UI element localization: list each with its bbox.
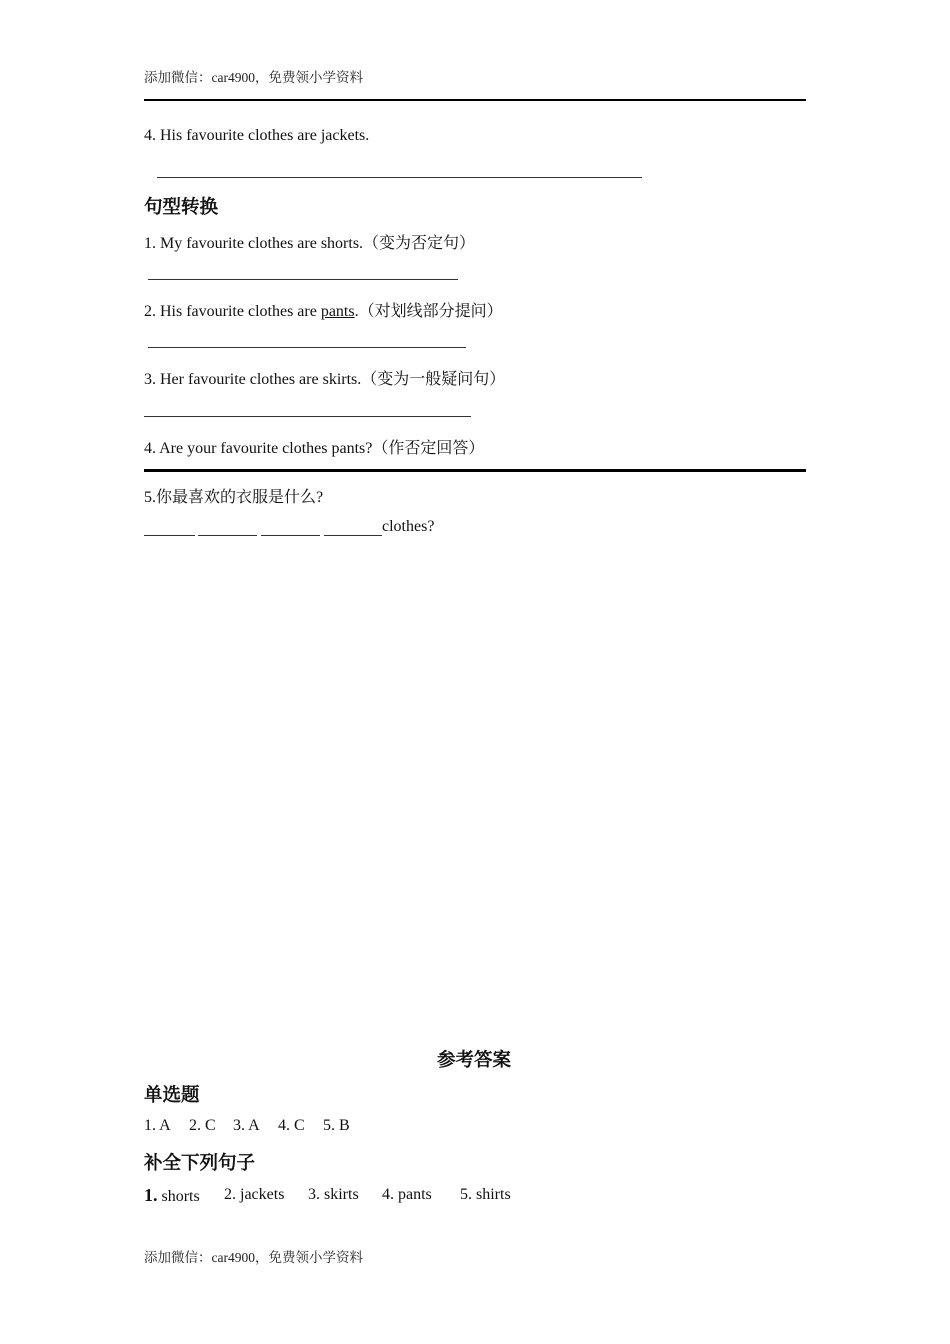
answer-item [144,1185,200,1206]
transform-question-1: 1. My favourite clothes are shorts.（变为否定句） [144,235,476,252]
answer-blank [324,535,382,536]
question-4-jackets: 4. His favourite clothes are jackets. [144,127,370,144]
transform-question-4: 4. Are your favourite clothes pants?（作否定回答） [144,440,485,457]
header-divider [144,99,806,101]
answer-number: 1. [144,1185,158,1205]
answer-item: 5. B [323,1117,350,1134]
answer-blank [198,535,257,536]
section-heading-complete-sentences: 补全下列句子 [144,1153,256,1174]
page-footer: 添加微信：car4900，免费领小学资料 [144,1250,363,1265]
answer-word: shorts [161,1188,200,1205]
answer-blank [148,347,466,348]
underlined-word: pants [320,303,355,320]
answer-blank [261,535,320,536]
answers-title: 参考答案 [437,1050,512,1071]
transform-question-5: 5.你最喜欢的衣服是什么? [144,489,324,506]
question-5-suffix: clothes? [382,518,435,535]
answer-item: 3. A [233,1117,260,1134]
answer-item: 2. C [189,1117,216,1134]
answer-item: 5. shirts [460,1186,511,1203]
answer-blank [148,279,458,280]
question-text: 2. His favourite clothes are [144,303,321,320]
transform-question-2 [144,298,503,321]
section-heading-multiple-choice: 单选题 [144,1085,200,1106]
answer-blank [157,177,642,178]
answer-item: 3. skirts [308,1186,359,1203]
answer-item: 2. jackets [224,1186,285,1203]
answer-line-thick [144,469,806,472]
answer-item: 1. A [144,1117,171,1134]
answer-item: 4. pants [382,1186,432,1203]
transform-question-3: 3. Her favourite clothes are skirts.（变为一般疑问句） [144,371,506,388]
section-heading-transform: 句型转换 [144,197,219,218]
answer-item: 4. C [278,1117,305,1134]
answer-blank [144,416,471,417]
page-header: 添加微信：car4900，免费领小学资料 [144,70,363,85]
question-instruction: .（对划线部分提问） [354,303,503,320]
answer-blank [144,535,195,536]
